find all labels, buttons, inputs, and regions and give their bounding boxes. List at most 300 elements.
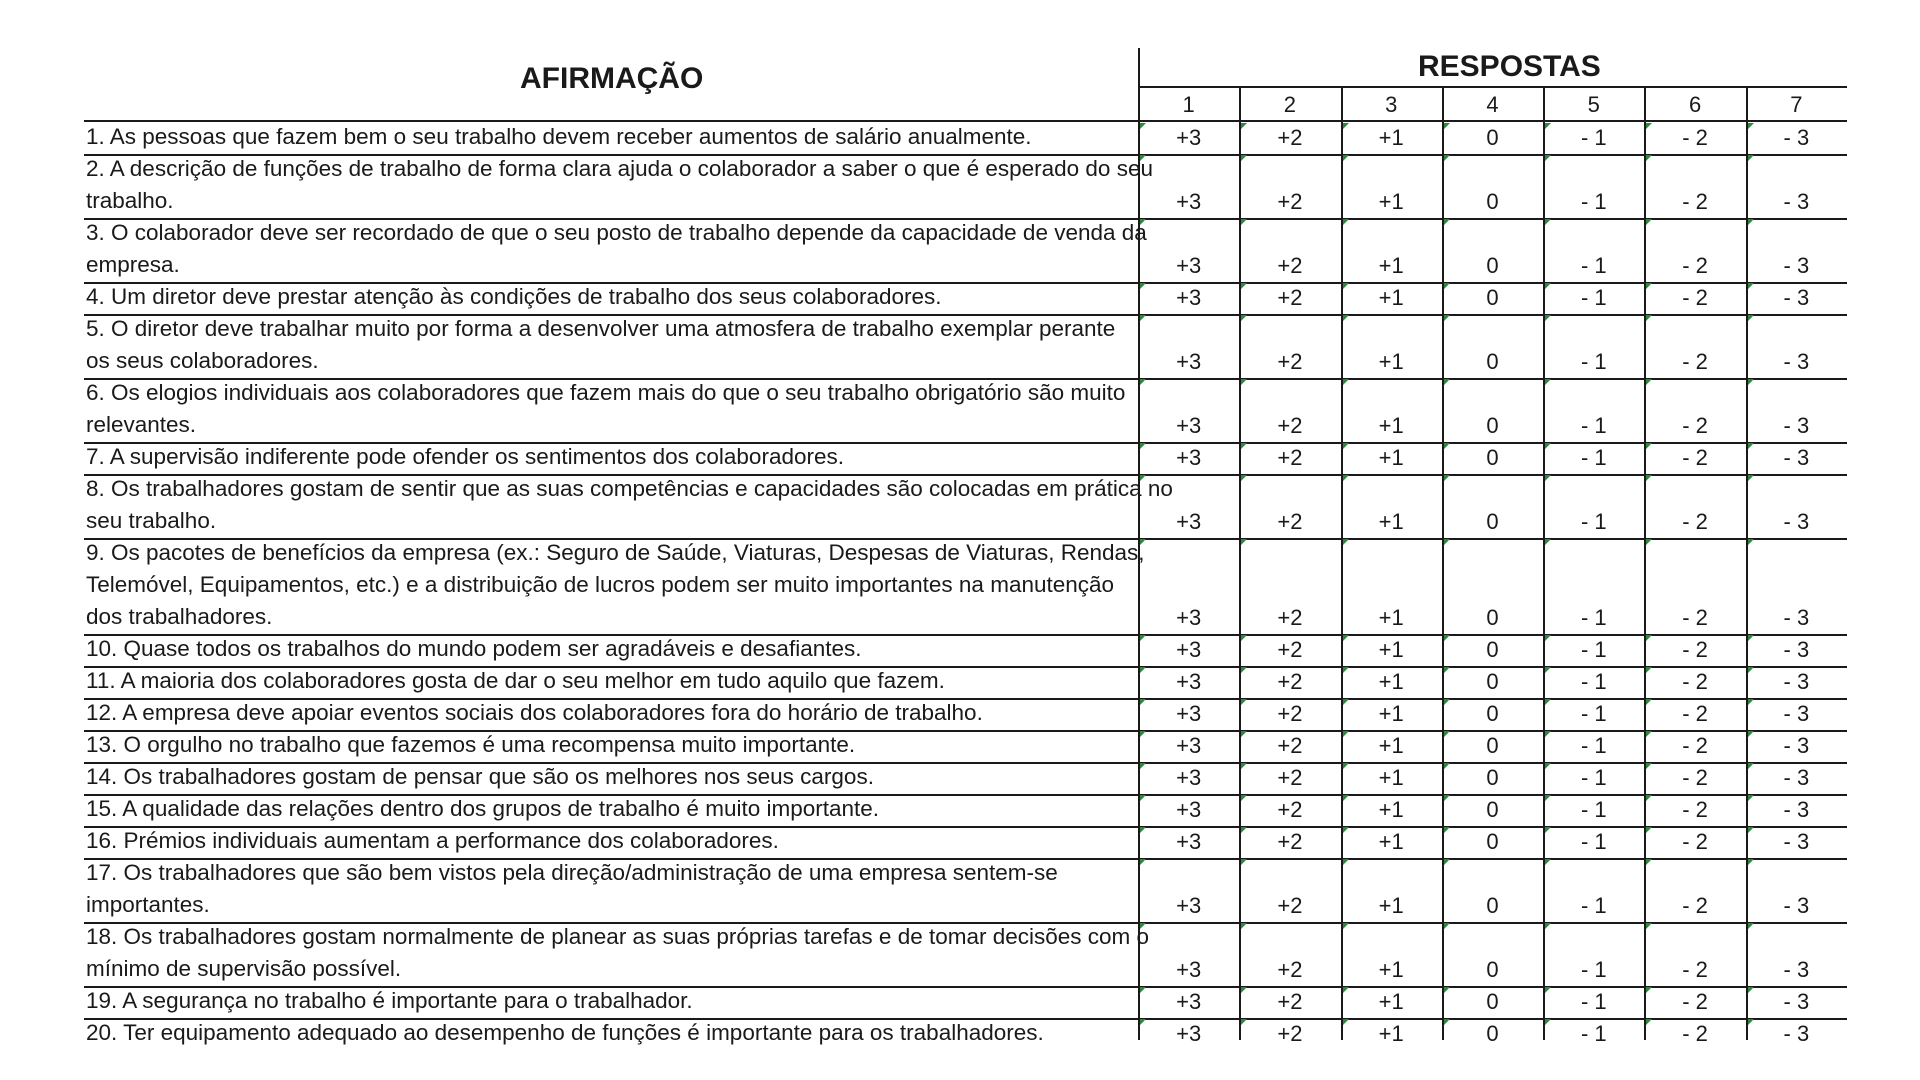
response-option-4[interactable]: 0 <box>1486 829 1499 854</box>
response-option-6[interactable]: - 2 <box>1682 605 1708 630</box>
response-option-2[interactable]: +2 <box>1277 957 1303 982</box>
statement-text: 12. A empresa deve apoiar eventos sociais dos colaboradores fora do horário de trabalho. <box>86 700 983 725</box>
response-option-6[interactable]: - 2 <box>1682 125 1708 150</box>
cell-corner-marker <box>1140 731 1146 737</box>
cell-corner-marker <box>1444 795 1450 801</box>
statement-text: trabalho. <box>86 188 174 213</box>
response-option-2[interactable]: +2 <box>1277 669 1303 694</box>
cell-corner-marker <box>1241 827 1247 833</box>
cell-corner-marker <box>1140 539 1146 545</box>
cell-corner-marker <box>1140 283 1146 289</box>
response-option-3[interactable]: +1 <box>1378 957 1404 982</box>
cell-corner-marker <box>1748 667 1754 673</box>
response-option-5[interactable]: - 1 <box>1580 797 1607 822</box>
response-option-2[interactable]: +2 <box>1277 285 1303 310</box>
cell-corner-marker <box>1646 123 1652 129</box>
response-option-6[interactable]: - 2 <box>1682 509 1708 534</box>
cell-corner-marker <box>1140 475 1146 481</box>
response-option-5[interactable]: - 1 <box>1580 829 1607 854</box>
statement-text: seu trabalho. <box>86 508 217 533</box>
response-option-5[interactable]: - 1 <box>1580 445 1607 470</box>
response-option-5[interactable]: - 1 <box>1580 253 1607 278</box>
response-option-7[interactable]: - 3 <box>1783 253 1810 278</box>
cell-corner-marker <box>1343 795 1349 801</box>
response-option-6[interactable]: - 2 <box>1682 1021 1708 1046</box>
statement-text: 9. Os pacotes de benefícios da empresa (ex.: Seguro de Saúde, Viaturas, Despesas de Viaturas, Rendas, <box>86 540 1145 565</box>
cell-corner-marker <box>1748 1019 1754 1025</box>
column-number-7: 7 <box>1790 92 1803 117</box>
cell-corner-marker <box>1545 667 1551 673</box>
statement-text: 6. Os elogios individuais aos colaboradores que fazem mais do que o seu trabalho obrigatório são muito <box>86 380 1126 405</box>
statement-text: 10. Quase todos os trabalhos do mundo podem ser agradáveis e desafiantes. <box>86 636 862 661</box>
cell-corner-marker <box>1140 923 1146 929</box>
response-option-2[interactable]: +2 <box>1277 829 1303 854</box>
response-option-1[interactable]: +3 <box>1176 957 1202 982</box>
cell-corner-marker <box>1444 667 1450 673</box>
cell-corner-marker <box>1545 635 1551 641</box>
response-option-1[interactable]: +3 <box>1176 413 1202 438</box>
cell-corner-marker <box>1140 155 1146 161</box>
response-option-6[interactable]: - 2 <box>1682 957 1708 982</box>
cell-corner-marker <box>1545 699 1551 705</box>
response-option-1[interactable]: +3 <box>1176 669 1202 694</box>
response-option-5[interactable]: - 1 <box>1580 765 1607 790</box>
response-option-7[interactable]: - 3 <box>1783 829 1810 854</box>
statement-text: dos trabalhadores. <box>86 604 273 629</box>
response-option-1[interactable]: +3 <box>1176 509 1202 534</box>
cell-corner-marker <box>1241 635 1247 641</box>
response-option-1[interactable]: +3 <box>1176 605 1202 630</box>
response-option-3[interactable]: +1 <box>1378 253 1404 278</box>
response-option-7[interactable]: - 3 <box>1783 989 1810 1014</box>
response-option-1[interactable]: +3 <box>1176 701 1202 726</box>
response-option-2[interactable]: +2 <box>1277 125 1303 150</box>
cell-corner-marker <box>1545 283 1551 289</box>
response-option-2[interactable]: +2 <box>1277 253 1303 278</box>
cell-corner-marker <box>1140 699 1146 705</box>
cell-corner-marker <box>1241 315 1247 321</box>
cell-corner-marker <box>1444 123 1450 129</box>
response-option-1[interactable]: +3 <box>1176 829 1202 854</box>
response-option-1[interactable]: +3 <box>1176 285 1202 310</box>
response-option-3[interactable]: +1 <box>1378 349 1404 374</box>
cell-corner-marker <box>1545 379 1551 385</box>
cell-corner-marker <box>1748 731 1754 737</box>
statement-text: 3. O colaborador deve ser recordado de que o seu posto de trabalho depende da capacidade de venda da <box>86 220 1147 245</box>
response-option-4[interactable]: 0 <box>1486 669 1499 694</box>
cell-corner-marker <box>1646 987 1652 993</box>
response-option-4[interactable]: 0 <box>1486 413 1499 438</box>
response-option-5[interactable]: - 1 <box>1580 189 1607 214</box>
response-option-3[interactable]: +1 <box>1378 637 1404 662</box>
cell-corner-marker <box>1140 667 1146 673</box>
cell-corner-marker <box>1444 923 1450 929</box>
response-option-3[interactable]: +1 <box>1378 797 1404 822</box>
response-option-4[interactable]: 0 <box>1486 125 1499 150</box>
cell-corner-marker <box>1140 987 1146 993</box>
cell-corner-marker <box>1140 635 1146 641</box>
cell-corner-marker <box>1646 315 1652 321</box>
cell-corner-marker <box>1343 667 1349 673</box>
cell-corner-marker <box>1646 827 1652 833</box>
response-option-3[interactable]: +1 <box>1378 189 1404 214</box>
response-option-7[interactable]: - 3 <box>1783 957 1810 982</box>
cell-corner-marker <box>1343 731 1349 737</box>
cell-corner-marker <box>1140 1019 1146 1025</box>
cell-corner-marker <box>1444 635 1450 641</box>
response-option-5[interactable]: - 1 <box>1580 605 1607 630</box>
cell-corner-marker <box>1545 443 1551 449</box>
cell-corner-marker <box>1241 283 1247 289</box>
response-option-3[interactable]: +1 <box>1378 125 1404 150</box>
response-option-3[interactable]: +1 <box>1378 989 1404 1014</box>
cell-corner-marker <box>1545 155 1551 161</box>
response-option-4[interactable]: 0 <box>1486 285 1499 310</box>
cell-corner-marker <box>1748 859 1754 865</box>
statement-text: 14. Os trabalhadores gostam de pensar que são os melhores nos seus cargos. <box>86 764 874 789</box>
statement-text: 16. Prémios individuais aumentam a performance dos colaboradores. <box>86 828 779 853</box>
response-option-6[interactable]: - 2 <box>1682 893 1708 918</box>
cell-corner-marker <box>1646 635 1652 641</box>
cell-corner-marker <box>1748 987 1754 993</box>
statement-text: 13. O orgulho no trabalho que fazemos é uma recompensa muito importante. <box>86 732 856 757</box>
cell-corner-marker <box>1748 699 1754 705</box>
response-option-1[interactable]: +3 <box>1176 797 1202 822</box>
response-option-3[interactable]: +1 <box>1378 765 1404 790</box>
response-option-1[interactable]: +3 <box>1176 445 1202 470</box>
column-number-1: 1 <box>1182 92 1195 117</box>
cell-corner-marker <box>1748 379 1754 385</box>
response-option-4[interactable]: 0 <box>1486 253 1499 278</box>
column-number-6: 6 <box>1688 92 1702 117</box>
cell-corner-marker <box>1140 795 1146 801</box>
response-option-7[interactable]: - 3 <box>1783 445 1810 470</box>
statement-text: 19. A segurança no trabalho é importante para o trabalhador. <box>86 988 693 1013</box>
cell-corner-marker <box>1343 859 1349 865</box>
cell-corner-marker <box>1444 827 1450 833</box>
cell-corner-marker <box>1241 443 1247 449</box>
column-number-4: 4 <box>1486 92 1499 117</box>
response-option-7[interactable]: - 3 <box>1783 701 1810 726</box>
response-option-5[interactable]: - 1 <box>1580 733 1607 758</box>
response-option-3[interactable]: +1 <box>1378 605 1404 630</box>
response-option-2[interactable]: +2 <box>1277 637 1303 662</box>
cell-corner-marker <box>1545 475 1551 481</box>
response-option-2[interactable]: +2 <box>1277 605 1303 630</box>
response-option-3[interactable]: +1 <box>1378 701 1404 726</box>
cell-corner-marker <box>1140 827 1146 833</box>
statement-column-header: AFIRMAÇÃO <box>520 62 704 95</box>
cell-corner-marker <box>1140 859 1146 865</box>
cell-corner-marker <box>1545 827 1551 833</box>
response-option-5[interactable]: - 1 <box>1580 285 1607 310</box>
response-option-4[interactable]: 0 <box>1486 189 1499 214</box>
response-option-7[interactable]: - 3 <box>1783 605 1810 630</box>
cell-corner-marker <box>1646 379 1652 385</box>
cell-corner-marker <box>1646 219 1652 225</box>
cell-corner-marker <box>1748 219 1754 225</box>
cell-corner-marker <box>1748 123 1754 129</box>
cell-corner-marker <box>1646 475 1652 481</box>
response-option-5[interactable]: - 1 <box>1580 1021 1607 1046</box>
response-option-7[interactable]: - 3 <box>1783 637 1810 662</box>
response-option-1[interactable]: +3 <box>1176 989 1202 1014</box>
statement-text: importantes. <box>86 892 210 917</box>
cell-corner-marker <box>1343 635 1349 641</box>
response-option-7[interactable]: - 3 <box>1783 349 1810 374</box>
cell-corner-marker <box>1343 315 1349 321</box>
response-option-2[interactable]: +2 <box>1277 893 1303 918</box>
response-option-4[interactable]: 0 <box>1486 509 1499 534</box>
response-option-4[interactable]: 0 <box>1486 765 1499 790</box>
response-option-2[interactable]: +2 <box>1277 509 1303 534</box>
cell-corner-marker <box>1343 827 1349 833</box>
cell-corner-marker <box>1241 795 1247 801</box>
cell-corner-marker <box>1646 699 1652 705</box>
cell-corner-marker <box>1241 763 1247 769</box>
response-option-1[interactable]: +3 <box>1176 349 1202 374</box>
response-option-4[interactable]: 0 <box>1486 957 1499 982</box>
response-option-6[interactable]: - 2 <box>1682 701 1708 726</box>
cell-corner-marker <box>1343 443 1349 449</box>
statement-text: mínimo de supervisão possível. <box>86 956 402 981</box>
response-option-1[interactable]: +3 <box>1176 733 1202 758</box>
response-option-2[interactable]: +2 <box>1277 765 1303 790</box>
response-option-7[interactable]: - 3 <box>1783 189 1810 214</box>
response-option-5[interactable]: - 1 <box>1580 125 1607 150</box>
cell-corner-marker <box>1343 379 1349 385</box>
cell-corner-marker <box>1646 283 1652 289</box>
response-option-3[interactable]: +1 <box>1378 669 1404 694</box>
response-option-1[interactable]: +3 <box>1176 765 1202 790</box>
response-option-7[interactable]: - 3 <box>1783 669 1810 694</box>
cell-corner-marker <box>1241 699 1247 705</box>
response-option-5[interactable]: - 1 <box>1580 701 1607 726</box>
cell-corner-marker <box>1241 667 1247 673</box>
response-option-1[interactable]: +3 <box>1176 189 1202 214</box>
response-option-5[interactable]: - 1 <box>1580 893 1607 918</box>
header-divider-line <box>1138 86 1847 88</box>
statement-text: 18. Os trabalhadores gostam normalmente de planear as suas próprias tarefas e de tomar decisões com o <box>86 924 1150 949</box>
cell-corner-marker <box>1444 379 1450 385</box>
statement-text: 17. Os trabalhadores que são bem vistos pela direção/administração de uma empresa sentem-se <box>86 860 1058 885</box>
response-option-6[interactable]: - 2 <box>1682 349 1708 374</box>
cell-corner-marker <box>1748 635 1754 641</box>
response-option-6[interactable]: - 2 <box>1682 253 1708 278</box>
response-option-6[interactable]: - 2 <box>1682 637 1708 662</box>
cell-corner-marker <box>1545 219 1551 225</box>
cell-corner-marker <box>1646 763 1652 769</box>
response-option-2[interactable]: +2 <box>1277 1021 1303 1046</box>
statement-text: empresa. <box>86 252 180 277</box>
cell-corner-marker <box>1646 731 1652 737</box>
response-option-1[interactable]: +3 <box>1176 637 1202 662</box>
cell-corner-marker <box>1241 379 1247 385</box>
statement-text: 20. Ter equipamento adequado ao desempenho de funções é importante para os trabalhadores. <box>86 1020 1044 1045</box>
cell-corner-marker <box>1241 155 1247 161</box>
response-option-4[interactable]: 0 <box>1486 605 1499 630</box>
cell-corner-marker <box>1545 859 1551 865</box>
response-option-5[interactable]: - 1 <box>1580 957 1607 982</box>
cell-corner-marker <box>1444 443 1450 449</box>
cell-corner-marker <box>1646 539 1652 545</box>
response-option-3[interactable]: +1 <box>1378 413 1404 438</box>
response-option-1[interactable]: +3 <box>1176 893 1202 918</box>
response-option-3[interactable]: +1 <box>1378 893 1404 918</box>
response-option-3[interactable]: +1 <box>1378 445 1404 470</box>
response-option-1[interactable]: +3 <box>1176 1021 1202 1046</box>
response-option-2[interactable]: +2 <box>1277 445 1303 470</box>
cell-corner-marker <box>1545 987 1551 993</box>
cell-corner-marker <box>1140 443 1146 449</box>
cell-corner-marker <box>1343 475 1349 481</box>
cell-corner-marker <box>1444 539 1450 545</box>
statement-text: Telemóvel, Equipamentos, etc.) e a distribuição de lucros podem ser muito importantes na manutenção <box>86 572 1115 597</box>
response-option-6[interactable]: - 2 <box>1682 733 1708 758</box>
cell-corner-marker <box>1343 763 1349 769</box>
cell-corner-marker <box>1545 731 1551 737</box>
column-number-5: 5 <box>1587 92 1600 117</box>
cell-corner-marker <box>1444 987 1450 993</box>
response-option-6[interactable]: - 2 <box>1682 285 1708 310</box>
cell-corner-marker <box>1444 155 1450 161</box>
response-option-1[interactable]: +3 <box>1176 253 1202 278</box>
response-option-4[interactable]: 0 <box>1486 733 1499 758</box>
cell-corner-marker <box>1241 1019 1247 1025</box>
statement-text: 7. A supervisão indiferente pode ofender os sentimentos dos colaboradores. <box>86 444 844 469</box>
cell-corner-marker <box>1444 859 1450 865</box>
cell-corner-marker <box>1748 315 1754 321</box>
cell-corner-marker <box>1748 155 1754 161</box>
cell-corner-marker <box>1444 699 1450 705</box>
cell-corner-marker <box>1646 1019 1652 1025</box>
response-option-3[interactable]: +1 <box>1378 509 1404 534</box>
cell-corner-marker <box>1748 795 1754 801</box>
response-option-2[interactable]: +2 <box>1277 989 1303 1014</box>
cell-corner-marker <box>1343 1019 1349 1025</box>
statement-text: 2. A descrição de funções de trabalho de forma clara ajuda o colaborador a saber o que é esperado do seu <box>86 156 1153 181</box>
response-option-7[interactable]: - 3 <box>1783 893 1810 918</box>
cell-corner-marker <box>1140 315 1146 321</box>
cell-corner-marker <box>1140 219 1146 225</box>
cell-corner-marker <box>1646 667 1652 673</box>
statement-text: 11. A maioria dos colaboradores gosta de dar o seu melhor em tudo aquilo que fazem. <box>86 668 945 693</box>
cell-corner-marker <box>1748 923 1754 929</box>
response-option-3[interactable]: +1 <box>1378 1021 1404 1046</box>
response-option-7[interactable]: - 3 <box>1783 1021 1810 1046</box>
cell-corner-marker <box>1343 283 1349 289</box>
response-option-6[interactable]: - 2 <box>1682 413 1708 438</box>
cell-corner-marker <box>1748 827 1754 833</box>
response-option-7[interactable]: - 3 <box>1783 733 1810 758</box>
response-option-5[interactable]: - 1 <box>1580 509 1607 534</box>
response-option-5[interactable]: - 1 <box>1580 669 1607 694</box>
response-option-2[interactable]: +2 <box>1277 413 1303 438</box>
response-option-7[interactable]: - 3 <box>1783 509 1810 534</box>
cell-corner-marker <box>1444 763 1450 769</box>
response-option-7[interactable]: - 3 <box>1783 413 1810 438</box>
response-option-4[interactable]: 0 <box>1486 349 1499 374</box>
statement-text: 1. As pessoas que fazem bem o seu trabalho devem receber aumentos de salário anualmente. <box>86 124 1032 149</box>
response-option-5[interactable]: - 1 <box>1580 989 1607 1014</box>
response-option-7[interactable]: - 3 <box>1783 765 1810 790</box>
response-option-2[interactable]: +2 <box>1277 733 1303 758</box>
cell-corner-marker <box>1343 987 1349 993</box>
response-option-4[interactable]: 0 <box>1486 893 1499 918</box>
cell-corner-marker <box>1343 123 1349 129</box>
cell-corner-marker <box>1748 443 1754 449</box>
response-option-2[interactable]: +2 <box>1277 797 1303 822</box>
response-option-6[interactable]: - 2 <box>1682 669 1708 694</box>
response-option-6[interactable]: - 2 <box>1682 445 1708 470</box>
cell-corner-marker <box>1545 539 1551 545</box>
cell-corner-marker <box>1241 539 1247 545</box>
response-option-6[interactable]: - 2 <box>1682 189 1708 214</box>
cell-corner-marker <box>1241 219 1247 225</box>
statement-text: 4. Um diretor deve prestar atenção às condições de trabalho dos seus colaboradores. <box>86 284 942 309</box>
cell-corner-marker <box>1646 859 1652 865</box>
response-option-5[interactable]: - 1 <box>1580 413 1607 438</box>
response-option-3[interactable]: +1 <box>1378 733 1404 758</box>
column-number-2: 2 <box>1283 92 1297 117</box>
cell-corner-marker <box>1241 987 1247 993</box>
response-option-7[interactable]: - 3 <box>1783 797 1810 822</box>
response-option-2[interactable]: +2 <box>1277 349 1303 374</box>
response-option-2[interactable]: +2 <box>1277 701 1303 726</box>
response-option-6[interactable]: - 2 <box>1682 765 1708 790</box>
response-option-4[interactable]: 0 <box>1486 701 1499 726</box>
cell-corner-marker <box>1343 155 1349 161</box>
response-option-4[interactable]: 0 <box>1486 797 1499 822</box>
column-number-3: 3 <box>1385 92 1398 117</box>
response-option-5[interactable]: - 1 <box>1580 349 1607 374</box>
cell-corner-marker <box>1444 219 1450 225</box>
response-option-3[interactable]: +1 <box>1378 285 1404 310</box>
cell-corner-marker <box>1545 923 1551 929</box>
response-option-6[interactable]: - 2 <box>1682 829 1708 854</box>
cell-corner-marker <box>1241 123 1247 129</box>
response-option-4[interactable]: 0 <box>1486 1021 1499 1046</box>
cell-corner-marker <box>1444 1019 1450 1025</box>
response-option-7[interactable]: - 3 <box>1783 125 1810 150</box>
response-option-4[interactable]: 0 <box>1486 637 1499 662</box>
response-option-7[interactable]: - 3 <box>1783 285 1810 310</box>
response-option-6[interactable]: - 2 <box>1682 797 1708 822</box>
statement-text: 15. A qualidade das relações dentro dos grupos de trabalho é muito importante. <box>86 796 880 821</box>
cell-corner-marker <box>1444 731 1450 737</box>
response-option-6[interactable]: - 2 <box>1682 989 1708 1014</box>
cell-corner-marker <box>1545 763 1551 769</box>
response-option-4[interactable]: 0 <box>1486 989 1499 1014</box>
cell-corner-marker <box>1241 923 1247 929</box>
response-option-1[interactable]: +3 <box>1176 125 1202 150</box>
cell-corner-marker <box>1444 315 1450 321</box>
cell-corner-marker <box>1545 315 1551 321</box>
cell-corner-marker <box>1343 219 1349 225</box>
cell-corner-marker <box>1241 859 1247 865</box>
response-option-3[interactable]: +1 <box>1378 829 1404 854</box>
response-option-2[interactable]: +2 <box>1277 189 1303 214</box>
response-option-4[interactable]: 0 <box>1486 445 1499 470</box>
cell-corner-marker <box>1646 155 1652 161</box>
cell-corner-marker <box>1545 123 1551 129</box>
statement-text: 8. Os trabalhadores gostam de sentir que as suas competências e capacidades são colocadas em prática no <box>86 476 1173 501</box>
cell-corner-marker <box>1646 923 1652 929</box>
cell-corner-marker <box>1444 475 1450 481</box>
cell-corner-marker <box>1646 443 1652 449</box>
response-option-5[interactable]: - 1 <box>1580 637 1607 662</box>
cell-corner-marker <box>1140 379 1146 385</box>
